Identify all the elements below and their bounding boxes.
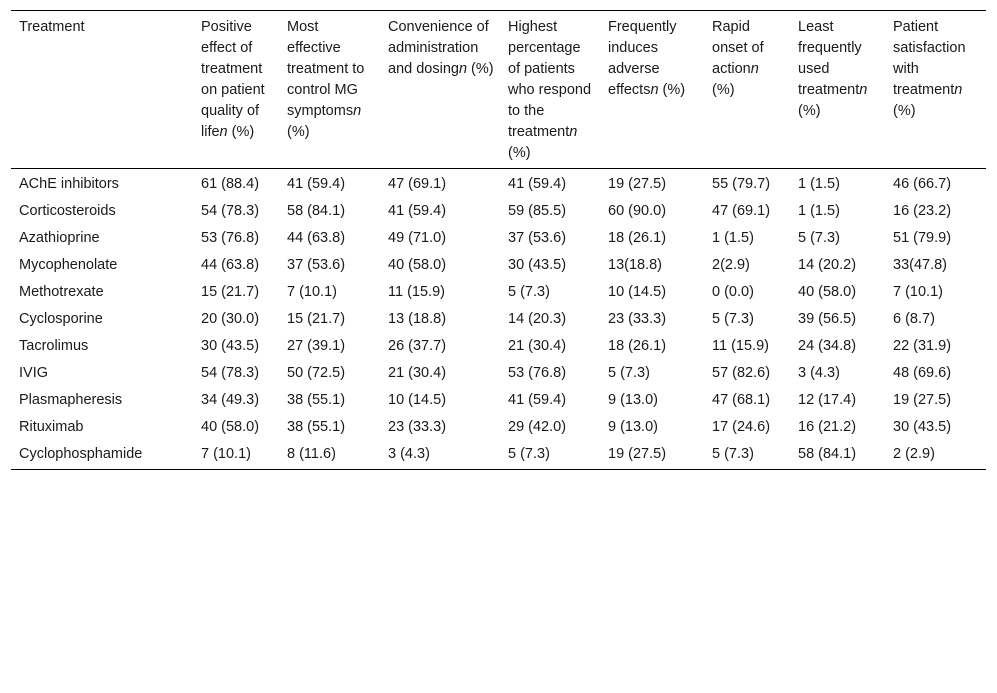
value-cell: 16 (23.2) (893, 203, 952, 219)
value-cell: 61 (88.4) (201, 176, 260, 192)
column-header-pct: (%) (658, 82, 686, 98)
value-cell: 33(47.8) (893, 257, 948, 273)
value-cell: 27 (39.1) (287, 338, 346, 354)
value-cell: 26 (37.7) (388, 338, 447, 354)
table-row (11, 388, 986, 415)
treatment-name-cell: Cyclophosphamide (19, 446, 143, 462)
value-cell: 7 (10.1) (201, 446, 251, 462)
value-cell: 18 (26.1) (608, 230, 667, 246)
table-row (11, 169, 986, 200)
table-header (11, 11, 986, 169)
column-header-n: n (219, 124, 228, 140)
treatment-name-cell: Cyclosporine (19, 311, 103, 327)
value-cell: 2 (2.9) (893, 446, 935, 462)
value-cell: 41 (59.4) (508, 176, 567, 192)
treatment-name-cell: Rituximab (19, 419, 84, 435)
value-cell: 16 (21.2) (798, 419, 857, 435)
table-body (11, 169, 986, 470)
value-cell: 54 (78.3) (201, 203, 260, 219)
value-cell: 57 (82.6) (712, 365, 771, 381)
value-cell: 23 (33.3) (388, 419, 447, 435)
value-cell: 20 (30.0) (201, 311, 260, 327)
value-cell: 3 (4.3) (798, 365, 840, 381)
treatment-name-cell: AChE inhibitors (19, 176, 119, 192)
column-header (11, 11, 193, 169)
column-header-n: n (954, 82, 963, 98)
value-cell: 7 (10.1) (893, 284, 943, 300)
value-cell: 44 (63.8) (287, 230, 346, 246)
value-cell: 48 (69.6) (893, 365, 952, 381)
treatment-name-cell: Methotrexate (19, 284, 104, 300)
value-cell: 9 (13.0) (608, 392, 658, 408)
column-header-pct: (%) (893, 103, 916, 119)
value-cell: 19 (27.5) (608, 176, 667, 192)
value-cell: 49 (71.0) (388, 230, 447, 246)
column-header-label: Convenience of administration and dosing (388, 19, 489, 77)
value-cell: 51 (79.9) (893, 230, 952, 246)
column-header (600, 11, 704, 169)
treatment-name-cell: Mycophenolate (19, 257, 118, 273)
value-cell: 5 (7.3) (798, 230, 840, 246)
column-header-label: Frequently induces adverse effects (608, 19, 677, 98)
header-row (11, 11, 986, 169)
value-cell: 5 (7.3) (712, 446, 754, 462)
value-cell: 41 (59.4) (388, 203, 447, 219)
table-row (11, 307, 986, 334)
value-cell: 54 (78.3) (201, 365, 260, 381)
value-cell: 30 (43.5) (508, 257, 567, 273)
value-cell: 50 (72.5) (287, 365, 346, 381)
value-cell: 1 (1.5) (798, 203, 840, 219)
column-header-label: Highest percentage of patients who respond to the treatment (508, 19, 592, 140)
value-cell: 1 (1.5) (798, 176, 840, 192)
value-cell: 5 (7.3) (508, 446, 550, 462)
value-cell: 40 (58.0) (201, 419, 260, 435)
value-cell: 47 (69.1) (712, 203, 771, 219)
table-row (11, 226, 986, 253)
value-cell: 53 (76.8) (508, 365, 567, 381)
value-cell: 47 (69.1) (388, 176, 447, 192)
column-header-pct: (%) (712, 82, 735, 98)
value-cell: 11 (15.9) (388, 284, 445, 300)
value-cell: 38 (55.1) (287, 419, 346, 435)
value-cell: 7 (10.1) (287, 284, 337, 300)
value-cell: 58 (84.1) (287, 203, 346, 219)
value-cell: 47 (68.1) (712, 392, 771, 408)
value-cell: 29 (42.0) (508, 419, 567, 435)
value-cell: 24 (34.8) (798, 338, 857, 354)
value-cell: 39 (56.5) (798, 311, 857, 327)
column-header (790, 11, 885, 169)
value-cell: 23 (33.3) (608, 311, 667, 327)
value-cell: 21 (30.4) (388, 365, 447, 381)
value-cell: 44 (63.8) (201, 257, 260, 273)
treatment-name-cell: Azathioprine (19, 230, 100, 246)
value-cell: 18 (26.1) (608, 338, 667, 354)
table-row (11, 199, 986, 226)
treatment-name-cell: Plasmapheresis (19, 392, 123, 408)
value-cell: 40 (58.0) (798, 284, 857, 300)
table-row (11, 253, 986, 280)
column-header-label: Treatment (19, 19, 85, 35)
column-header (193, 11, 279, 169)
column-header (380, 11, 500, 169)
value-cell: 15 (21.7) (201, 284, 260, 300)
value-cell: 0 (0.0) (712, 284, 754, 300)
column-header-label: Least frequently used treatment (798, 19, 862, 98)
value-cell: 12 (17.4) (798, 392, 857, 408)
column-header-pct: (%) (508, 145, 531, 161)
value-cell: 19 (27.5) (893, 392, 952, 408)
value-cell: 5 (7.3) (508, 284, 550, 300)
value-cell: 15 (21.7) (287, 311, 346, 327)
value-cell: 46 (66.7) (893, 176, 952, 192)
treatment-name-cell: Corticosteroids (19, 203, 116, 219)
column-header-n: n (650, 82, 659, 98)
value-cell: 11 (15.9) (712, 338, 769, 354)
column-header (279, 11, 380, 169)
column-header-pct: (%) (467, 61, 494, 77)
value-cell: 10 (14.5) (388, 392, 447, 408)
value-cell: 40 (58.0) (388, 257, 447, 273)
value-cell: 6 (8.7) (893, 311, 935, 327)
value-cell: 13(18.8) (608, 257, 663, 273)
value-cell: 30 (43.5) (893, 419, 952, 435)
column-header-n: n (458, 61, 468, 77)
column-header-pct: (%) (227, 124, 255, 140)
value-cell: 17 (24.6) (712, 419, 771, 435)
table-row (11, 415, 986, 442)
value-cell: 5 (7.3) (712, 311, 754, 327)
treatment-survey-table (11, 10, 986, 470)
treatment-name-cell: IVIG (19, 365, 49, 381)
table-row (11, 361, 986, 388)
value-cell: 53 (76.8) (201, 230, 260, 246)
value-cell: 34 (49.3) (201, 392, 260, 408)
value-cell: 22 (31.9) (893, 338, 952, 354)
table-row (11, 334, 986, 361)
column-header-label: Positive effect of treatment on patient quality of life (201, 19, 265, 140)
column-header-n: n (353, 103, 362, 119)
table-row (11, 442, 986, 470)
value-cell: 9 (13.0) (608, 419, 658, 435)
column-header-n: n (569, 124, 578, 140)
value-cell: 37 (53.6) (287, 257, 346, 273)
treatment-name-cell: Tacrolimus (19, 338, 89, 354)
column-header-pct: (%) (798, 103, 821, 119)
value-cell: 60 (90.0) (608, 203, 667, 219)
value-cell: 3 (4.3) (388, 446, 430, 462)
value-cell: 59 (85.5) (508, 203, 567, 219)
value-cell: 41 (59.4) (508, 392, 567, 408)
column-header (500, 11, 600, 169)
column-header (885, 11, 986, 169)
value-cell: 58 (84.1) (798, 446, 857, 462)
value-cell: 30 (43.5) (201, 338, 260, 354)
value-cell: 1 (1.5) (712, 230, 754, 246)
table-row (11, 280, 986, 307)
column-header-label: Most effective treatment to control MG symptoms (287, 19, 365, 119)
value-cell: 10 (14.5) (608, 284, 667, 300)
column-header-pct: (%) (287, 124, 310, 140)
column-header-label: Patient satisfaction with treatment (893, 19, 966, 98)
value-cell: 41 (59.4) (287, 176, 346, 192)
value-cell: 13 (18.8) (388, 311, 447, 327)
value-cell: 19 (27.5) (608, 446, 667, 462)
column-header (704, 11, 790, 169)
value-cell: 14 (20.3) (508, 311, 567, 327)
value-cell: 5 (7.3) (608, 365, 650, 381)
value-cell: 38 (55.1) (287, 392, 346, 408)
value-cell: 21 (30.4) (508, 338, 567, 354)
column-header-n: n (750, 61, 759, 77)
value-cell: 8 (11.6) (287, 446, 336, 462)
value-cell: 37 (53.6) (508, 230, 567, 246)
column-header-label: Rapid onset of action (712, 19, 764, 77)
column-header-n: n (859, 82, 868, 98)
value-cell: 2(2.9) (712, 257, 750, 273)
value-cell: 14 (20.2) (798, 257, 857, 273)
value-cell: 55 (79.7) (712, 176, 771, 192)
